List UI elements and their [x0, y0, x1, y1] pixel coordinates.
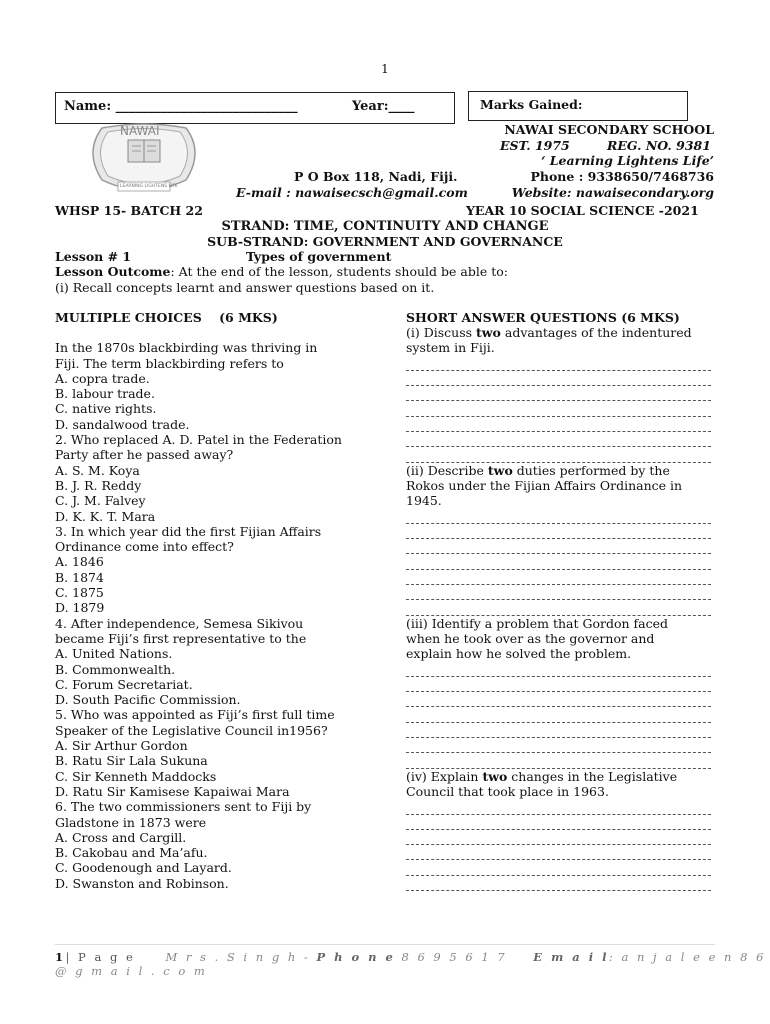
answer-line[interactable] — [406, 401, 711, 416]
mcq-option: B. J. R. Reddy — [55, 477, 142, 493]
school-name: NAWAI SECONDARY SCHOOL — [504, 122, 714, 137]
mcq-option: B. Commonwealth. — [55, 661, 176, 677]
page-number: 1 — [381, 62, 389, 76]
year-field[interactable]: Year:____ — [352, 99, 415, 114]
answer-line[interactable] — [406, 876, 711, 891]
answer-line[interactable] — [406, 356, 711, 371]
mcq-option: C. Goodenough and Layard. — [55, 860, 232, 876]
footer-divider — [55, 944, 715, 945]
mcq-line: 6. The two commissioners sent to Fiji by — [55, 799, 312, 815]
mcq-line: Fiji. The term blackbirding refers to — [55, 355, 284, 371]
lesson-outcome — [55, 264, 508, 279]
answer-line[interactable] — [406, 509, 711, 524]
footer-teacher: M r s . S i n g h - — [165, 950, 311, 964]
mcq-option: A. United Nations. — [55, 646, 173, 662]
answer-line[interactable] — [406, 554, 711, 569]
mcq-line: 2. Who replaced A. D. Patel in the Federation — [55, 432, 342, 448]
answer-line[interactable] — [406, 524, 711, 539]
answer-line[interactable] — [406, 738, 711, 753]
question-2-line3: 1945. — [406, 493, 442, 509]
answer-line[interactable] — [406, 723, 711, 738]
mcq-option: B. Cakobau and Ma’afu. — [55, 845, 208, 861]
answer-line[interactable] — [406, 677, 711, 692]
name-field[interactable]: Name: ____________________________ — [64, 99, 298, 114]
outcome-text: : At the end of the lesson, students should be able to: — [170, 264, 508, 279]
mcq-line: became Fiji’s first representative to the — [55, 630, 307, 646]
mcq-line: 5. Who was appointed as Fiji’s first full time — [55, 707, 335, 723]
answer-line[interactable] — [406, 662, 711, 677]
mcq-option: A. Cross and Cargill. — [55, 829, 187, 845]
school-email: E-mail : nawaisecsch@gmail.com — [236, 185, 468, 200]
answer-line[interactable] — [406, 447, 711, 462]
answer-line[interactable] — [406, 600, 711, 615]
mcq-option: C. Forum Secretariat. — [55, 676, 193, 692]
mcq-option: A. Sir Arthur Gordon — [55, 738, 188, 754]
school-est: EST. 1975 — [500, 138, 570, 153]
mcq-option: B. labour trade. — [55, 386, 155, 402]
mcq-option: A. copra trade. — [55, 370, 150, 386]
footer-page-word: | P a g e — [65, 950, 136, 964]
mcq-option: D. Ratu Sir Kamisese Kapaiwai Mara — [55, 783, 290, 799]
answer-line[interactable] — [406, 432, 711, 447]
mcq-option: C. J. M. Falvey — [55, 493, 146, 509]
mcq-line: 3. In which year did the first Fijian Affairs — [55, 523, 322, 539]
question-3-line2: when he took over as the governor and — [406, 630, 655, 646]
short-answer-list — [406, 325, 716, 891]
school-reg: REG. NO. 9381 — [607, 138, 711, 153]
question-2-line2: Rokos under the Fijian Affairs Ordinance in — [406, 477, 683, 493]
mcq-list — [55, 325, 375, 891]
logo-banner-text: LEARNING LIGHTENS LIFE — [120, 184, 178, 189]
answer-line[interactable] — [406, 570, 711, 585]
mcq-option: B. 1874 — [55, 569, 104, 585]
answer-line[interactable] — [406, 371, 711, 386]
answer-line[interactable] — [406, 692, 711, 707]
answer-line[interactable] — [406, 845, 711, 860]
mcq-heading: MULTIPLE CHOICES (6 MKS) — [55, 310, 278, 325]
mcq-option: D. Swanston and Robinson. — [55, 875, 229, 891]
question-3: (iii) Identify a problem that Gordon faced — [406, 615, 668, 631]
question-1: (i) Discuss two advantages of the indentured — [406, 325, 692, 340]
question-3-line3: explain how he solved the problem. — [406, 646, 632, 662]
mcq-line: Party after he passed away? — [55, 447, 234, 463]
mcq-line: Gladstone in 1873 were — [55, 814, 207, 830]
mcq-option: C. 1875 — [55, 585, 104, 601]
mcq-line: Speaker of the Legislative Council in1956? — [55, 722, 328, 738]
footer-phone: 8 6 9 5 6 1 7 — [401, 950, 508, 964]
mcq-option: C. Sir Kenneth Maddocks — [55, 768, 217, 784]
answer-line[interactable] — [406, 707, 711, 722]
batch-label: WHSP 15- BATCH 22 — [55, 203, 203, 218]
mcq-line: 4. After independence, Semesa Sikivou — [55, 615, 304, 631]
footer-page-number: 1 — [55, 950, 66, 964]
mcq-option: B. Ratu Sir Lala Sukuna — [55, 753, 208, 769]
sub-strand-title: SUB-STRAND: GOVERNMENT AND GOVERNANCE — [207, 234, 563, 249]
subject-label: YEAR 10 SOCIAL SCIENCE -2021 — [466, 203, 699, 218]
answer-line[interactable] — [406, 799, 711, 814]
short-answer-heading: SHORT ANSWER QUESTIONS (6 MKS) — [406, 310, 680, 325]
lesson-number: Lesson # 1 — [55, 249, 132, 264]
answer-line[interactable] — [406, 585, 711, 600]
mcq-option: A. 1846 — [55, 554, 104, 570]
question-4-line2: Council that took place in 1963. — [406, 783, 609, 799]
mcq-option: D. sandalwood trade. — [55, 416, 190, 432]
mcq-line — [55, 325, 375, 340]
lesson-topic: Types of government — [246, 249, 392, 264]
marks-label: Marks Gained: — [480, 97, 583, 112]
outcome-item: (i) Recall concepts learnt and answer questions based on it. — [55, 280, 435, 295]
logo-top-text: NAWAI — [120, 124, 160, 138]
footer-email-label: E m a i l — [533, 950, 609, 964]
mcq-line: In the 1870s blackbirding was thriving in — [55, 340, 318, 356]
question-2: (ii) Describe two duties performed by the — [406, 462, 670, 478]
mcq-option: D. South Pacific Commission. — [55, 692, 241, 708]
school-website: Website: nawaisecondary.org — [511, 185, 714, 200]
mcq-line: Ordinance come into effect? — [55, 539, 234, 555]
mcq-option: A. S. M. Koya — [55, 462, 140, 478]
question-4: (iv) Explain two changes in the Legislative — [406, 768, 678, 784]
school-motto: ‘ Learning Lightens Life’ — [541, 153, 714, 168]
outcome-label: Lesson Outcome — [55, 264, 171, 279]
answer-line[interactable] — [406, 753, 711, 768]
question-1-line2: system in Fiji. — [406, 340, 495, 356]
strand-title: STRAND: TIME, CONTINUITY AND CHANGE — [221, 219, 549, 234]
footer-email: : a n j a l e e n 8 6 @ g m a i l . c o m — [55, 950, 766, 978]
mcq-option: D. K. K. T. Mara — [55, 508, 156, 524]
answer-line[interactable] — [406, 830, 711, 845]
answer-line[interactable] — [406, 539, 711, 554]
school-po-box: P O Box 118, Nadi, Fiji. — [294, 169, 458, 184]
mcq-option: D. 1879 — [55, 600, 105, 616]
page-footer — [55, 950, 770, 978]
mcq-option: C. native rights. — [55, 401, 157, 417]
school-phone: Phone : 9338650/7468736 — [530, 169, 714, 184]
answer-line[interactable] — [406, 386, 711, 401]
footer-phone-label: P h o n e — [316, 950, 396, 964]
answer-line[interactable] — [406, 815, 711, 830]
answer-line[interactable] — [406, 417, 711, 432]
answer-line[interactable] — [406, 860, 711, 875]
